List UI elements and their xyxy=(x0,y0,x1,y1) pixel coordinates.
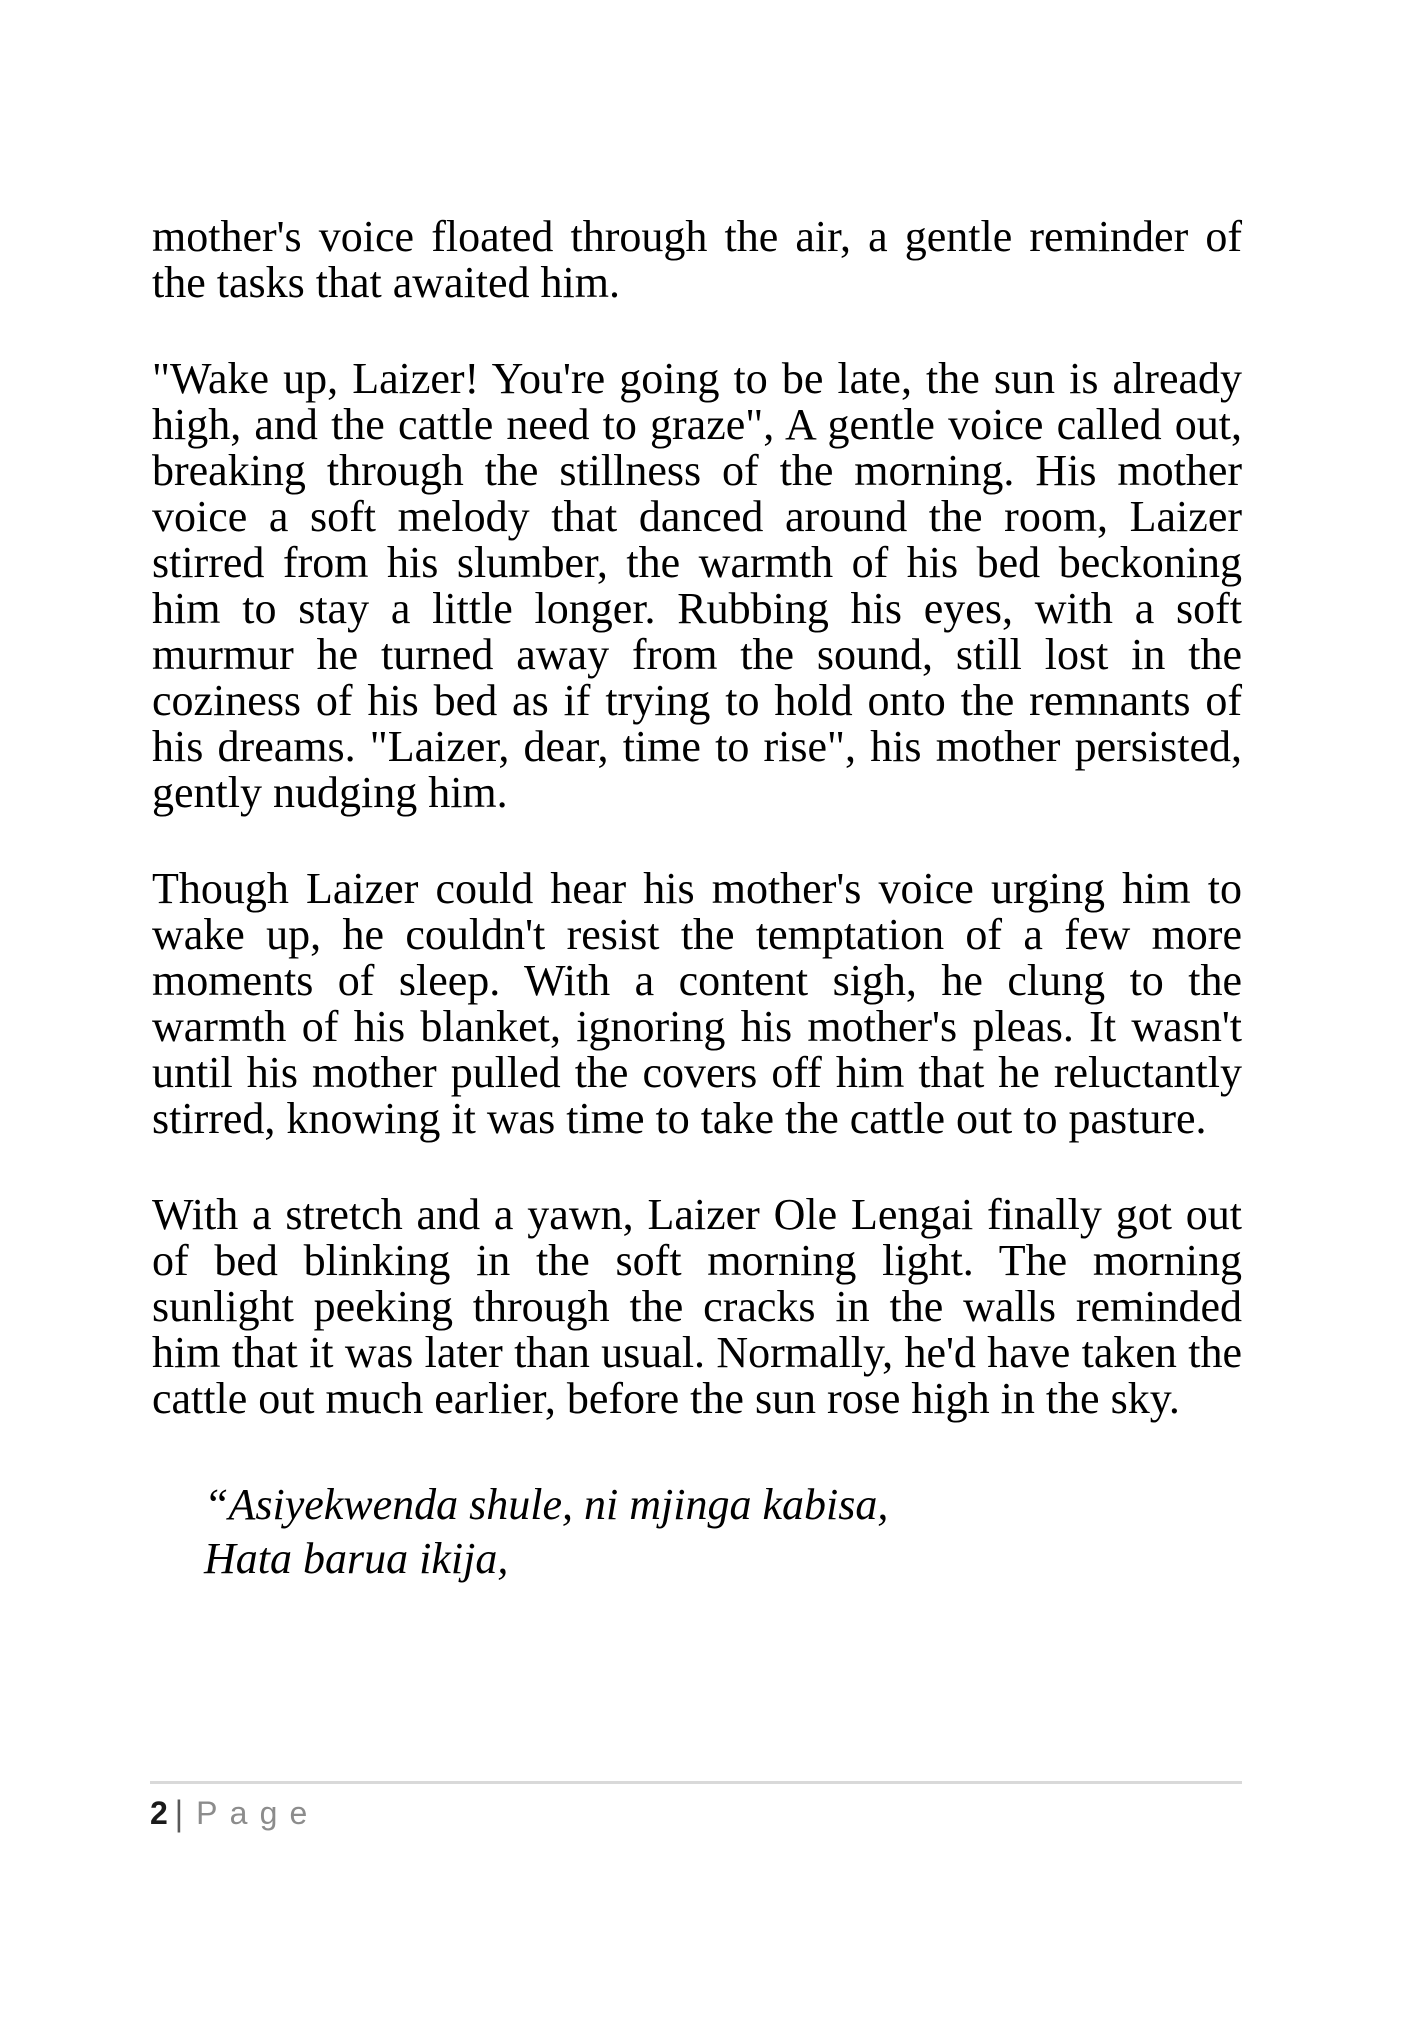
footer-separator: | xyxy=(174,1793,184,1833)
poem-line-1: “Asiyekwenda shule, ni mjinga kabisa, xyxy=(204,1480,889,1529)
footer-divider-line xyxy=(150,1781,1242,1784)
paragraph-2: "Wake up, Laizer! You're going to be late, the sun is already high, and the cattle need to graze", A gentle voice called out, breaking through the stillness of the morning. His mother voice a soft melody that danced around the room, Laizer stirred from his slumber, the warmth of his bed beckoning him to stay a little longer. Rubbing his eyes, with a soft murmur he turned away from the sound, still lost in the coziness of his bed as if trying to hold onto the remnants of his dreams. "Laizer, dear, time to rise", his mother persisted, gently nudging him. xyxy=(152,354,1242,817)
page-content xyxy=(152,214,1242,1586)
paragraph-3: Though Laizer could hear his mother's voice urging him to wake up, he couldn't resist the temptation of a few more moments of sleep. With a content sigh, he clung to the warmth of his blanket, ignoring his mother's pleas. It wasn't until his mother pulled the covers off him that he reluctantly stirred, knowing it was time to take the cattle out to pasture. xyxy=(152,864,1242,1143)
page-number: 2 xyxy=(150,1795,168,1831)
poem-line-2: Hata barua ikija, xyxy=(204,1534,509,1583)
footer-page-label: Page xyxy=(196,1795,320,1831)
footer-text xyxy=(150,1795,1242,1831)
paragraph-4: With a stretch and a yawn, Laizer Ole Lengai finally got out of bed blinking in the soft morning light. The morning sunlight peeking through the cracks in the walls reminded him that it was later than usual. Normally, he'd have taken the cattle out much earlier, before the sun rose high in the sky. xyxy=(152,1190,1242,1423)
paragraph-1: mother's voice floated through the air, a gentle reminder of the tasks that awaited him. xyxy=(152,212,1242,307)
poem-quote xyxy=(152,1478,1242,1586)
page-footer xyxy=(150,1781,1242,1831)
